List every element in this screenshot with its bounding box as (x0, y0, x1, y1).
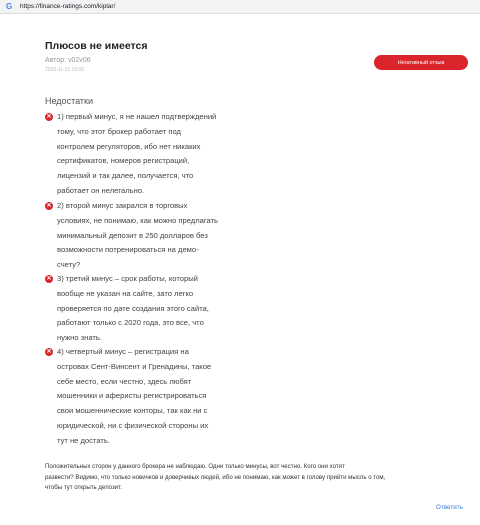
url-text[interactable]: https://finance-ratings.com/kiplar/ (20, 3, 116, 10)
negative-review-button[interactable]: Негативный отзыв (374, 55, 468, 70)
close-circle-icon: ✕ (46, 276, 52, 282)
close-circle-icon: ✕ (46, 114, 52, 120)
cons-item (45, 345, 265, 449)
address-bar[interactable] (0, 0, 480, 14)
cons-item-text: 4) четвертый минус – регистрация на островах Сент-Винсент и Гренадины, такое себе место, если честно, здесь любят мошенники и аферисты регистрироваться свои мошеннические конторы, так как ни с юридической, ни с физической стороны их тут не достать. (57, 347, 212, 445)
cons-item-text: 3) третий минус – срок работы, который вообще не указан на сайте, зато легко проверяется по дате создания этого сайта, работают только с 2020 года, это все, что нужно знать. (57, 274, 209, 343)
author-name: v02v06 (68, 57, 91, 64)
google-icon: G (6, 1, 13, 11)
review-date: 2020-11-23 10:00 (45, 67, 85, 73)
cons-item (45, 272, 265, 346)
close-circle-icon: ✕ (46, 203, 52, 209)
review-author (45, 57, 91, 64)
cons-heading: Недостатки (45, 96, 93, 106)
close-circle-icon: ✕ (46, 349, 52, 355)
cons-item-text: 2) второй минус закрался в торговых условиях, не понимаю, как можно предлагать минимальный депозит в 250 долларов без возможности потренироваться на демо- счету? (57, 201, 218, 270)
cons-item-text: 1) первый минус, я не нашел подтверждений тому, что этот брокер работает под контролем регуляторов, ибо нет никаких сертификатов, номеров регистраций, лицензий и так далее, получается, что работает он нелегально. (57, 112, 217, 195)
author-label: Автор: (45, 57, 69, 64)
cons-item (45, 110, 265, 199)
reply-link[interactable]: Ответить (436, 504, 463, 511)
review-body-text: Положительных сторон у данного брокера не наблюдаю. Одни только минусы, вот честно. Кого они хотят развести? Видимо, что только новичков и доверчивых людей, ибо не понимаю, как может в голову прийти мысль о том, чтобы тут открыть депозит. (45, 463, 386, 491)
cons-item (45, 199, 265, 273)
review-title: Плюсов не имеется (45, 40, 148, 52)
